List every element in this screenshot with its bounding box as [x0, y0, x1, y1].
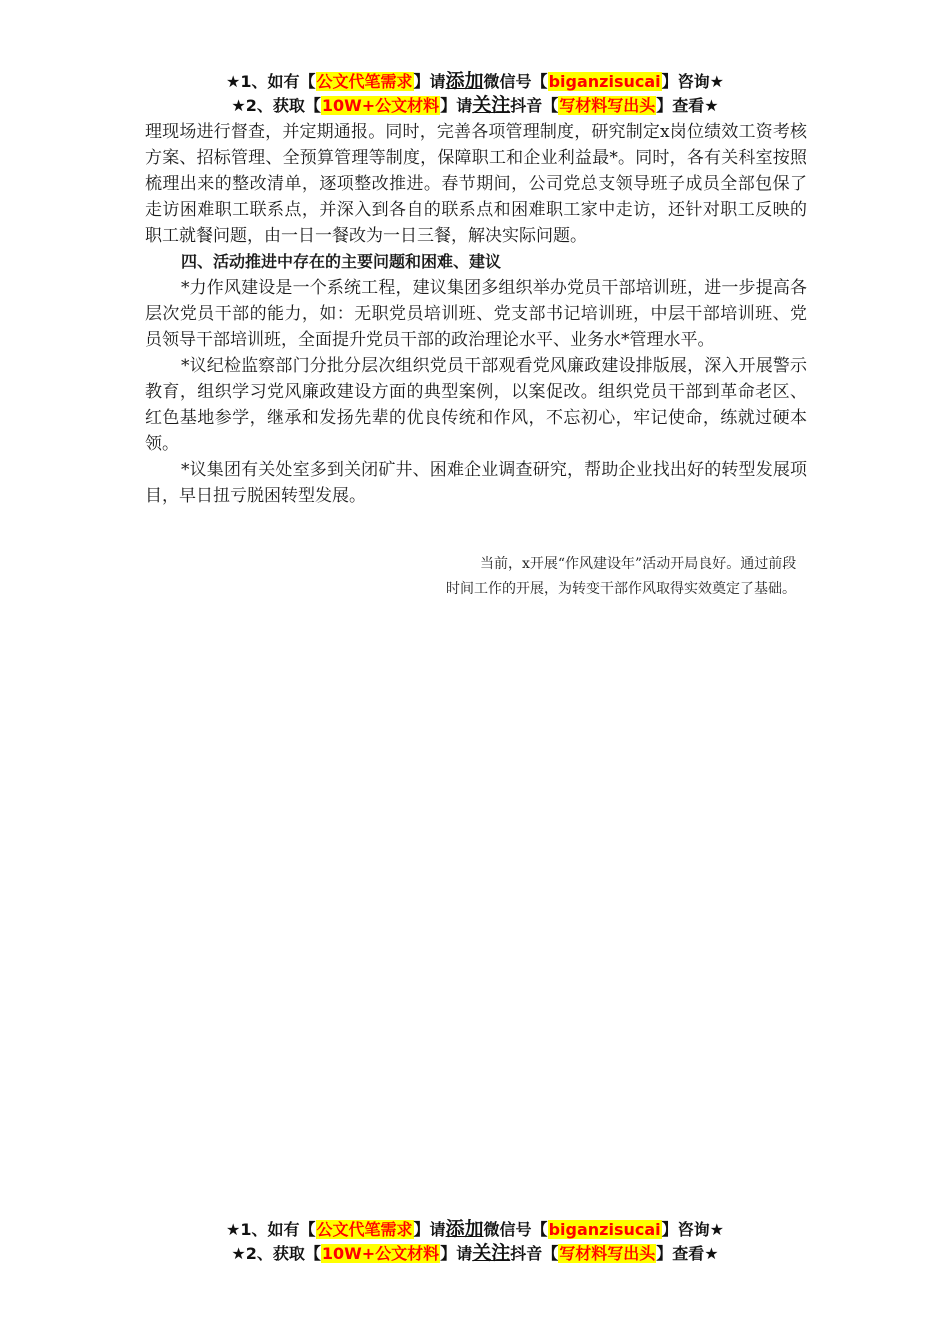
promo-highlight: 写材料写出头: [559, 1244, 656, 1263]
paragraph-2: *力作风建设是一个系统工程，建议集团多组织举办党员干部培训班，进一步提高各层次党员干部的能力，如：无职党员培训班、党支部书记培训班，中层干部培训班、党员领导干部培训班，全面提升党员干部的政治理论水平、业务水*管理水平。: [145, 278, 807, 350]
promo-text: ★2、获取【: [231, 96, 321, 115]
promo-emphasis: 关注: [472, 1242, 511, 1264]
promo-text: 】请: [413, 72, 446, 91]
promo-highlight: 10W+公文材料: [321, 96, 440, 115]
promo-line-2: [0, 93, 950, 117]
promo-emphasis: 关注: [472, 94, 511, 116]
promo-highlight: 公文代笔需求: [316, 1220, 413, 1239]
closing-note: [446, 552, 802, 602]
promo-line-1: [0, 69, 950, 93]
promo-text: ★1、如有【: [226, 1220, 316, 1239]
promo-text: ★2、获取【: [231, 1244, 321, 1263]
promo-text: 抖音【: [510, 96, 559, 115]
promo-text: 抖音【: [510, 1244, 559, 1263]
promo-text: 微信号【: [483, 72, 548, 91]
promo-text: ★1、如有【: [226, 72, 316, 91]
promo-highlight: biganzisucai: [548, 1220, 661, 1239]
promo-emphasis: 添加: [445, 70, 484, 92]
promo-text: 】请: [440, 1244, 473, 1263]
promo-line-1: [0, 1217, 950, 1241]
promo-text: 】咨询★: [661, 1220, 724, 1239]
paragraph-3: *议纪检监察部门分批分层次组织党员干部观看党风廉政建设排版展，深入开展警示教育，组织学习党风廉政建设方面的典型案例，以案促改。组织党员干部到革命老区、红色基地参学，继承和发扬先辈的优良传统和作风，不忘初心，牢记使命，练就过硬本领。: [145, 356, 807, 454]
promo-text: 】查看★: [656, 96, 719, 115]
promo-text: 】咨询★: [661, 72, 724, 91]
promo-banner-bottom: [0, 1217, 950, 1265]
promo-highlight: 公文代笔需求: [316, 72, 413, 91]
closing-note-text: 当前，x开展“作风建设年”活动开局良好。通过前段时间工作的开展，为转变干部作风取得实效奠定了基础。: [446, 556, 797, 597]
section-heading-4: 四、活动推进中存在的主要问题和困难、建议: [181, 252, 502, 271]
promo-emphasis: 添加: [445, 1218, 484, 1240]
promo-text: 】请: [413, 1220, 446, 1239]
promo-line-2: [0, 1241, 950, 1265]
promo-banner-top: [0, 69, 950, 117]
promo-highlight: biganzisucai: [548, 72, 661, 91]
paragraph-4: *议集团有关处室多到关闭矿井、困难企业调查研究，帮助企业找出好的转型发展项目，早日扭亏脱困转型发展。: [145, 460, 807, 506]
promo-text: 微信号【: [483, 1220, 548, 1239]
paragraph-1: 理现场进行督查，并定期通报。同时，完善各项管理制度，研究制定x岗位绩效工资考核方案、招标管理、全预算管理等制度，保障职工和企业利益最*。同时，各有关科室按照梳理出来的整改清单，逐项整改推进。春节期间，公司党总支领导班子成员全部包保了走访困难职工联系点，并深入到各自的联系点和困难职工家中走访，还针对职工反映的职工就餐问题，由一日一餐改为一日三餐，解决实际问题。: [145, 122, 807, 246]
promo-highlight: 写材料写出头: [559, 96, 656, 115]
promo-text: 】请: [440, 96, 473, 115]
promo-text: 】查看★: [656, 1244, 719, 1263]
promo-highlight: 10W+公文材料: [321, 1244, 440, 1263]
document-body: [145, 119, 807, 509]
